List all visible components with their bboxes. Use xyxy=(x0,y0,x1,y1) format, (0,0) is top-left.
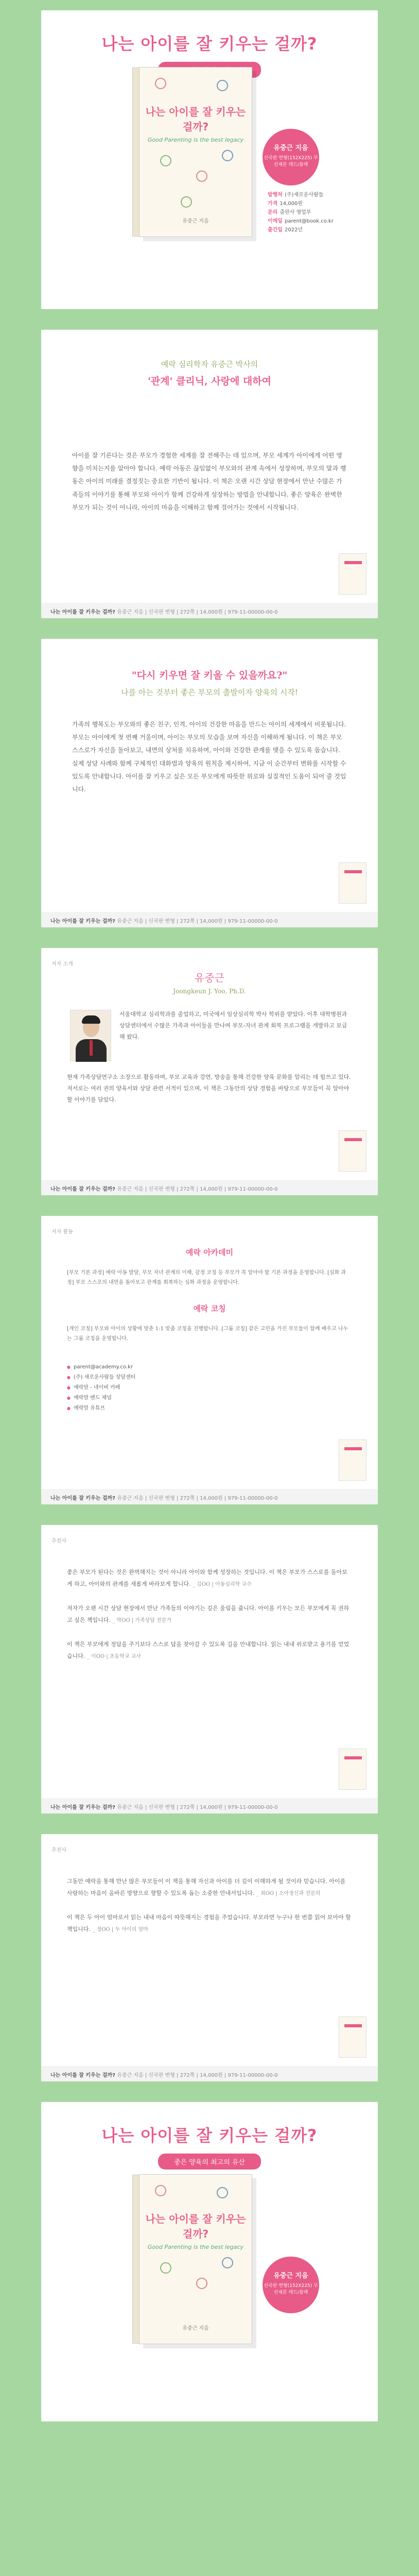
mini-book-icon xyxy=(339,2016,366,2058)
book-info xyxy=(268,191,365,234)
author-photo xyxy=(70,1010,111,1061)
author-tag: 저자 소개 xyxy=(51,961,73,967)
child-illustration-icon xyxy=(155,2185,166,2196)
author-name-en: Joongkeun J. Yoo, Ph.D. xyxy=(173,988,246,995)
promo-line1: 유중근 지음 xyxy=(273,144,308,152)
intro-heading xyxy=(41,330,378,387)
info-row: 이메일 parent@book.co.kr xyxy=(268,218,334,224)
book-cover-subtitle: Good Parenting is the best legacy xyxy=(147,137,244,143)
card-footer: 나는 아이를 잘 키우는 걸까? 유중근 지음 | 신국판 변형 | 272쪽 | 14,000원 | 979-11-00000-00-0 xyxy=(41,603,378,618)
coaching-heading: 예락 코칭 xyxy=(193,1304,226,1313)
book-cover-author: 유중근 지음 xyxy=(182,218,209,224)
academy-card xyxy=(41,1216,378,1504)
book-cover-title: 나는 아이를 잘 키우는 걸까? xyxy=(145,2213,246,2240)
contact-band[interactable]: ● 예락맘 밴드 채널 xyxy=(67,1393,352,1403)
recommend-card-2 xyxy=(41,1834,378,2081)
mini-book-icon xyxy=(339,1439,366,1481)
book-spine xyxy=(132,67,139,236)
book-cover-author: 유중근 지음 xyxy=(182,2326,209,2331)
author-name: 유중근 xyxy=(195,972,224,984)
intro-heading-line1: 예락 심리학자 유중근 박사의 xyxy=(161,360,258,369)
recommend-quote: 저자가 오랜 시간 상담 현장에서 만난 가족들의 이야기는 깊은 울림을 줍니다. 아이를 키우는 모든 부모에게 꼭 권하고 싶은 책입니다. _ 박OO | 가족상담 전문가 xyxy=(67,1605,350,1624)
card-footer: 나는 아이를 잘 키우는 걸까? 유중근 지음 | 신국판 변형 | 272쪽 | 14,000원 | 979-11-00000-00-0 xyxy=(41,912,378,927)
question-card xyxy=(41,639,378,927)
child-illustration-icon xyxy=(217,80,228,91)
contact-center: ● (주) 새로운사람들 상담센터 xyxy=(67,1372,352,1383)
academy-heading: 예락 아카데미 xyxy=(185,1248,234,1257)
child-illustration-icon xyxy=(160,155,171,166)
mini-book-icon xyxy=(339,1130,366,1172)
book-cover-subtitle: Good Parenting is the best legacy xyxy=(147,2244,244,2250)
child-illustration-icon xyxy=(160,2262,171,2274)
contact-email[interactable]: ● parent@academy.co.kr xyxy=(67,1362,352,1372)
info-row: 문의 출판사 영업부 xyxy=(268,210,311,215)
card-footer: 나는 아이를 잘 키우는 걸까? 유중근 지음 | 신국판 변형 | 272쪽 | 14,000원 | 979-11-00000-00-0 xyxy=(41,1180,378,1195)
contact-youtube[interactable]: ● 예락맘 유튜브 xyxy=(67,1403,352,1414)
academy-tag: 저자 활동 xyxy=(51,1229,73,1235)
card-footer: 나는 아이를 잘 키우는 걸까? 유중근 지음 | 신국판 변형 | 272쪽 | 14,000원 | 979-11-00000-00-0 xyxy=(41,1798,378,1814)
info-row: 발행처 (주)새로운사람들 xyxy=(268,192,324,198)
contact-cafe[interactable]: ● 예락맘 - 네이버 카페 xyxy=(67,1383,352,1393)
author-bio: 서울대학교 심리학과를 졸업하고, 미국에서 임상심리학 박사 학위를 받았다. 이후 대학병원과 상담센터에서 수많은 가족과 아이들을 만나며 부모-자녀 관계 회복 프로그램을 개발하고 보급해 왔다. xyxy=(119,1011,347,1040)
info-row: 출간일 2022년 xyxy=(268,227,303,233)
recommend-quote: 그동안 예락을 통해 만난 많은 부모들이 이 책을 통해 자신과 아이를 더 깊이 이해하게 될 것이라 믿습니다. 아이를 사랑하는 마음이 올바른 방향으로 향할 수 있도록 돕는 소중한 안내서입니다. _ 최OO | 소아정신과 전문의 xyxy=(67,1878,346,1897)
academy-text: [부모 기본 과정] 예락 아동 발달, 부모 자녀 관계의 이해, 감정 코칭 등 부모가 꼭 알아야 할 기본 과정을 운영합니다. [심화 과정] 부모 스스로의 내면을 돌아보고 관계를 회복하는 심화 과정을 운영합니다. xyxy=(67,1270,346,1285)
mini-book-icon xyxy=(339,1749,366,1790)
child-illustration-icon xyxy=(222,150,233,161)
intro-card xyxy=(41,330,378,618)
hero-title: 나는 아이를 잘 키우는 걸까? xyxy=(101,34,318,54)
author-bio-more: 현재 가족상담연구소 소장으로 활동하며, 부모 교육과 강연, 방송을 통해 건강한 양육 문화를 알리는 데 힘쓰고 있다. 저서로는 여러 권의 양육서와 상담 관련 서적이 있으며, 이 책은 그동안의 상담 경험을 바탕으로 부모들이 꼭 알아야 할 이야기를 담았다. xyxy=(67,1074,351,1103)
info-row: 가격 14,000원 xyxy=(268,201,303,207)
hero-card xyxy=(41,10,378,309)
recommend-quote: 좋은 부모가 된다는 것은 완벽해지는 것이 아니라 아이와 함께 성장하는 것입니다. 이 책은 부모가 스스로를 돌아보게 하고, 아이와의 관계를 새롭게 바라보게 합니다. _ 김OO | 아동심리학 교수 xyxy=(67,1569,347,1588)
hero-card-bottom xyxy=(41,2102,378,2421)
intro-heading-line2: '관계' 클리닉, 사랑에 대하여 xyxy=(148,376,271,387)
promo-line2: 신국판 변형(152X225) 무선제본 레드/블랙 xyxy=(264,156,318,167)
child-illustration-icon xyxy=(181,196,192,208)
child-illustration-icon xyxy=(222,2257,233,2268)
recommend-quote: 이 책은 두 아이 엄마로서 읽는 내내 마음이 따뜻해지는 경험을 주었습니다. 부모라면 누구나 한 번쯤 읽어 보아야 할 책입니다. _ 정OO | 두 아이의 엄마 xyxy=(67,1914,351,1933)
mini-book-icon xyxy=(339,862,366,904)
hero-pill-bottom: 좋은 양육의 최고의 유산 xyxy=(158,2154,261,2170)
recommend-tag: 추천사 xyxy=(51,1538,66,1544)
question-heading xyxy=(41,639,378,698)
card-footer: 나는 아이를 잘 키우는 걸까? 유중근 지음 | 신국판 변형 | 272쪽 | 14,000원 | 979-11-00000-00-0 xyxy=(41,1489,378,1504)
mini-book-icon xyxy=(339,553,366,595)
question-body: 가족의 행복도는 부모와의 좋은 친구, 인격, 아이의 건강한 마음을 만드는 아이의 세계에서 비롯됩니다. 부모는 아이에게 첫 번째 거울이며, 아이는 부모의 모습을 보며 자신을 이해하게 됩니다. 이 책은 부모 스스로가 자신을 돌아보고, 내면의 상처를 치유하며, 아이와 건강한 관계를 맺을 수 있도록 돕습니다. 실제 상담 사례와 함께 구체적인 대화법과 양육의 원칙을 제시하여, 지금 이 순간부터 변화를 시작할 수 있도록 안내합니다. 아이를 잘 키우고 싶은 모든 부모에게 따뜻한 위로와 실질적인 도움이 되어 줄 것입니다. xyxy=(72,721,346,793)
promo-badge-bottom: 유중근 지음 신국판 변형(152X225) 무선제본 레드/블랙 xyxy=(263,2257,319,2313)
child-illustration-icon xyxy=(196,2278,207,2289)
author-card xyxy=(41,948,378,1195)
question-heading-line2: 나를 아는 것부터 좋은 부모의 출발이자 양육의 시작! xyxy=(121,688,298,697)
intro-body: 아이를 잘 기른다는 것은 부모가 경험한 세계를 잘 전해주는 데 있으며, 부모 세계가 아이에게 어떤 영향을 미치는지를 알아야 합니다. 예락 아동은 끊임없이 부모와의 관계 속에서 성장하며, 부모의 말과 행동은 아이의 미래를 결정짓는 중요한 기반이 됩니다. 이 책은 오랜 시간 상담 현장에서 만난 수많은 가족들의 이야기를 통해 부모와 아이가 함께 건강하게 성장하는 방법을 안내합니다. 좋은 양육은 완벽한 부모가 되는 것이 아니라, 아이의 마음을 이해하고 함께 걸어가는 것에서 시작됩니다. xyxy=(72,452,346,511)
promo-badge xyxy=(263,129,319,185)
child-illustration-icon xyxy=(155,78,166,89)
book-cover-title: 나는 아이를 잘 키우는 걸까? xyxy=(145,106,246,133)
book-cover-bottom xyxy=(139,2174,252,2344)
recommend-quote: 이 책은 부모에게 정답을 주기보다 스스로 답을 찾아갈 수 있도록 길을 안내합니다. 읽는 내내 위로받고 용기를 얻었습니다. _ 이OO | 초등학교 교사 xyxy=(67,1641,350,1660)
recommend-card xyxy=(41,1525,378,1814)
card-footer: 나는 아이를 잘 키우는 걸까? 유중근 지음 | 신국판 변형 | 272쪽 | 14,000원 | 979-11-00000-00-0 xyxy=(41,2066,378,2081)
child-illustration-icon xyxy=(196,171,207,182)
child-illustration-icon xyxy=(217,2187,228,2198)
contact-list xyxy=(41,1362,378,1414)
question-heading-line1: "다시 키우면 잘 키울 수 있을까요?" xyxy=(131,670,288,681)
book-cover xyxy=(139,67,252,237)
coaching-text: [개인 코칭] 부모와 아이의 상황에 맞춘 1:1 맞춤 코칭을 진행합니다. [그룹 코칭] 같은 고민을 가진 부모들이 함께 배우고 나누는 그룹 코칭을 운영합니다. xyxy=(67,1326,348,1342)
recommend-tag-2: 추천사 xyxy=(51,1848,66,1853)
hero-title-bottom: 나는 아이를 잘 키우는 걸까? xyxy=(101,2126,318,2145)
